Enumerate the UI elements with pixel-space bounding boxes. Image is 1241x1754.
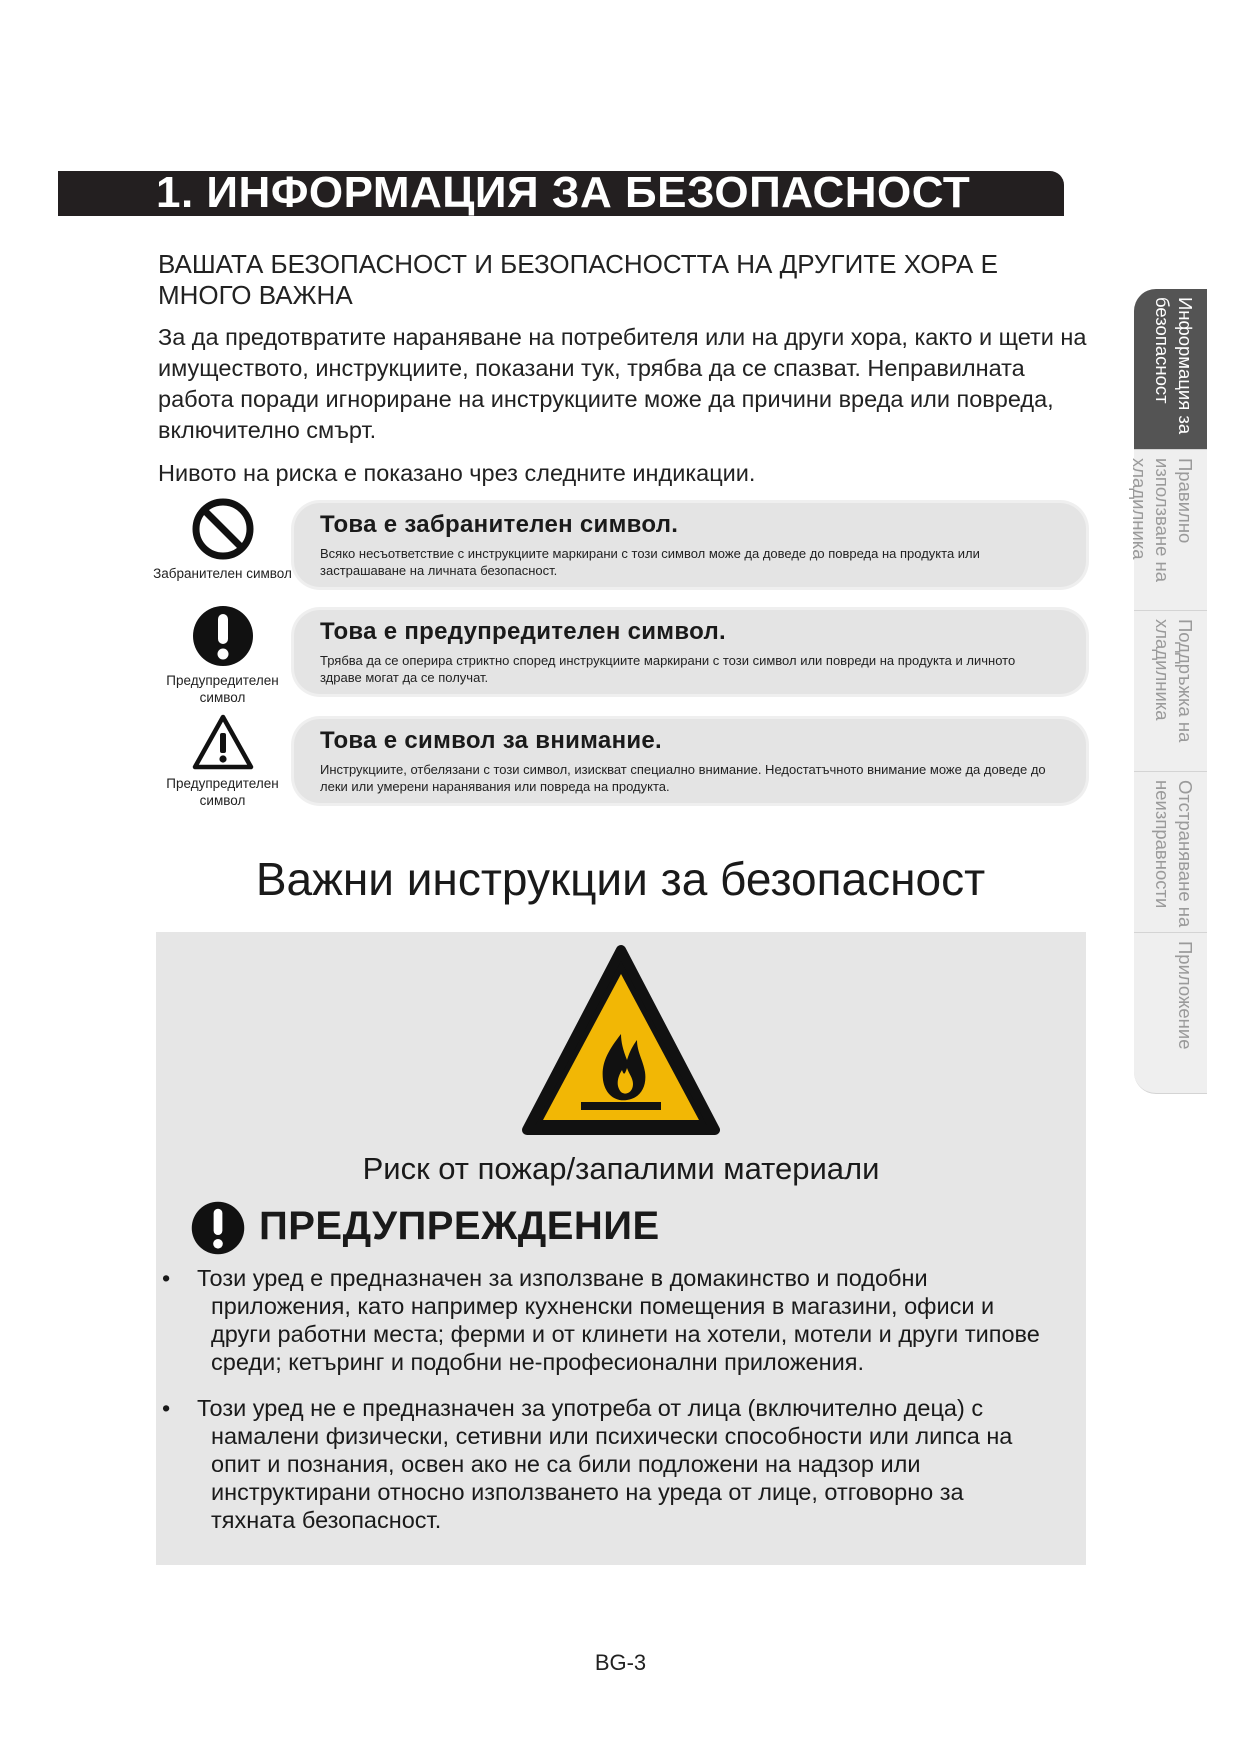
tab-label: Приложение [1175,941,1196,1050]
tab-appendix[interactable] [1134,933,1207,1094]
fire-risk-caption: Риск от пожар/запалими материали [362,1151,880,1186]
symbol-description-box [294,719,1086,803]
section-title: 1. ИНФОРМАЦИЯ ЗА БЕЗОПАСНОСТ [156,168,971,217]
symbol-description-box [294,610,1086,694]
section-header-bar [58,168,1064,217]
warning-heading: ПРЕДУПРЕЖДЕНИЕ [259,1204,660,1248]
tab-maintenance[interactable] [1134,611,1207,772]
symbol-label: Предупредителен символ [166,776,279,808]
intro-subheading: ВАШАТА БЕЗОПАСНОСТ И БЕЗОПАСНОСТТА НА ДРУГИТЕ ХОРА Е МНОГО ВАЖНА [158,249,998,310]
tab-safety-information[interactable] [1134,289,1207,450]
symbol-text: Инструкциите, отбелязани с този символ, изискват специално внимание. Недостатъчното внимание може да доведе до леки или умерени наранявания или повреда на продукта. [320,762,1046,794]
chapter-tabs [1129,289,1207,1094]
tab-troubleshooting[interactable] [1134,772,1207,933]
tab-proper-use[interactable] [1129,450,1207,611]
symbol-description-box [294,503,1086,587]
prohibition-icon [191,497,255,561]
list-item [156,1394,1086,1534]
important-instructions-title: Важни инструкции за безопасност [255,853,986,905]
bullet-first-line: Този уред е предназначен за използване в домакинство и подобни [197,1265,928,1291]
bullet-first-line: Този уред не е предназначен за употреба от лица (включително деца) с [197,1395,984,1421]
caution-triangle-icon [191,713,255,771]
symbol-label: Предупредителен символ [166,673,279,705]
risk-level-line: Нивото на риска е показано чрез следните индикации. [158,460,756,486]
symbol-label: Забранителен символ [153,566,292,581]
symbol-row-warning [150,604,1100,705]
exclamation-icon [191,604,255,668]
bullet-continuation: намалени физически, сетивни или психически способности или липса на опит и познания, освен ако не са били подложени на надзор или инструктирани относно използването на уреда от лице, отговорно за тяхната безопасност. [211,1423,1013,1533]
intro-paragraph: За да предотвратите нараняване на потребителя или на други хора, както и щети на имуществото, инструкциите, показани тук, трябва да се спазват. Неправилната работа поради игнориране на инструкциите може да причини вреда или повреда, включително смърт. [158,324,1087,443]
bullet-marker: • [162,1265,171,1291]
symbol-heading: Това е символ за внимание. [320,727,663,754]
bullet-marker: • [162,1395,171,1421]
bullet-continuation: приложения, като например кухненски помещения в магазини, офиси и други работни места; ферми и от клинети на хотели, мотели и други типове среди; кетъринг и подобни не-професионални приложения. [211,1293,1040,1375]
symbol-row-caution [150,713,1100,808]
warning-bullet-list [156,1264,1086,1552]
symbol-text: Всяко несъответствие с инструкциите маркирани с този символ може да доведе до повреда на продукта или застрашаване на личната безопасност. [320,546,980,578]
tab-label: Информация за безопасност [1152,297,1196,435]
tab-label: Правилно използване на хладилника [1129,458,1196,583]
safety-panel [156,932,1086,1565]
symbol-text: Трябва да се оперира стриктно според инструкциите маркирани с този символ или повреди на продукта и личното здраве могат да се получат. [320,653,1016,685]
tab-label: Отстраняване на неизправности [1152,780,1196,928]
page-number: BG-3 [594,1650,647,1675]
symbol-row-prohibition [150,497,1100,587]
flammable-warning-sign-icon [519,942,723,1138]
exclamation-icon [190,1200,246,1256]
list-item [156,1264,1086,1376]
symbol-heading: Това е предупредителен символ. [320,618,726,645]
tab-label: Поддръжка на хладилника [1152,619,1196,743]
symbol-heading: Това е забранителен символ. [320,511,679,538]
